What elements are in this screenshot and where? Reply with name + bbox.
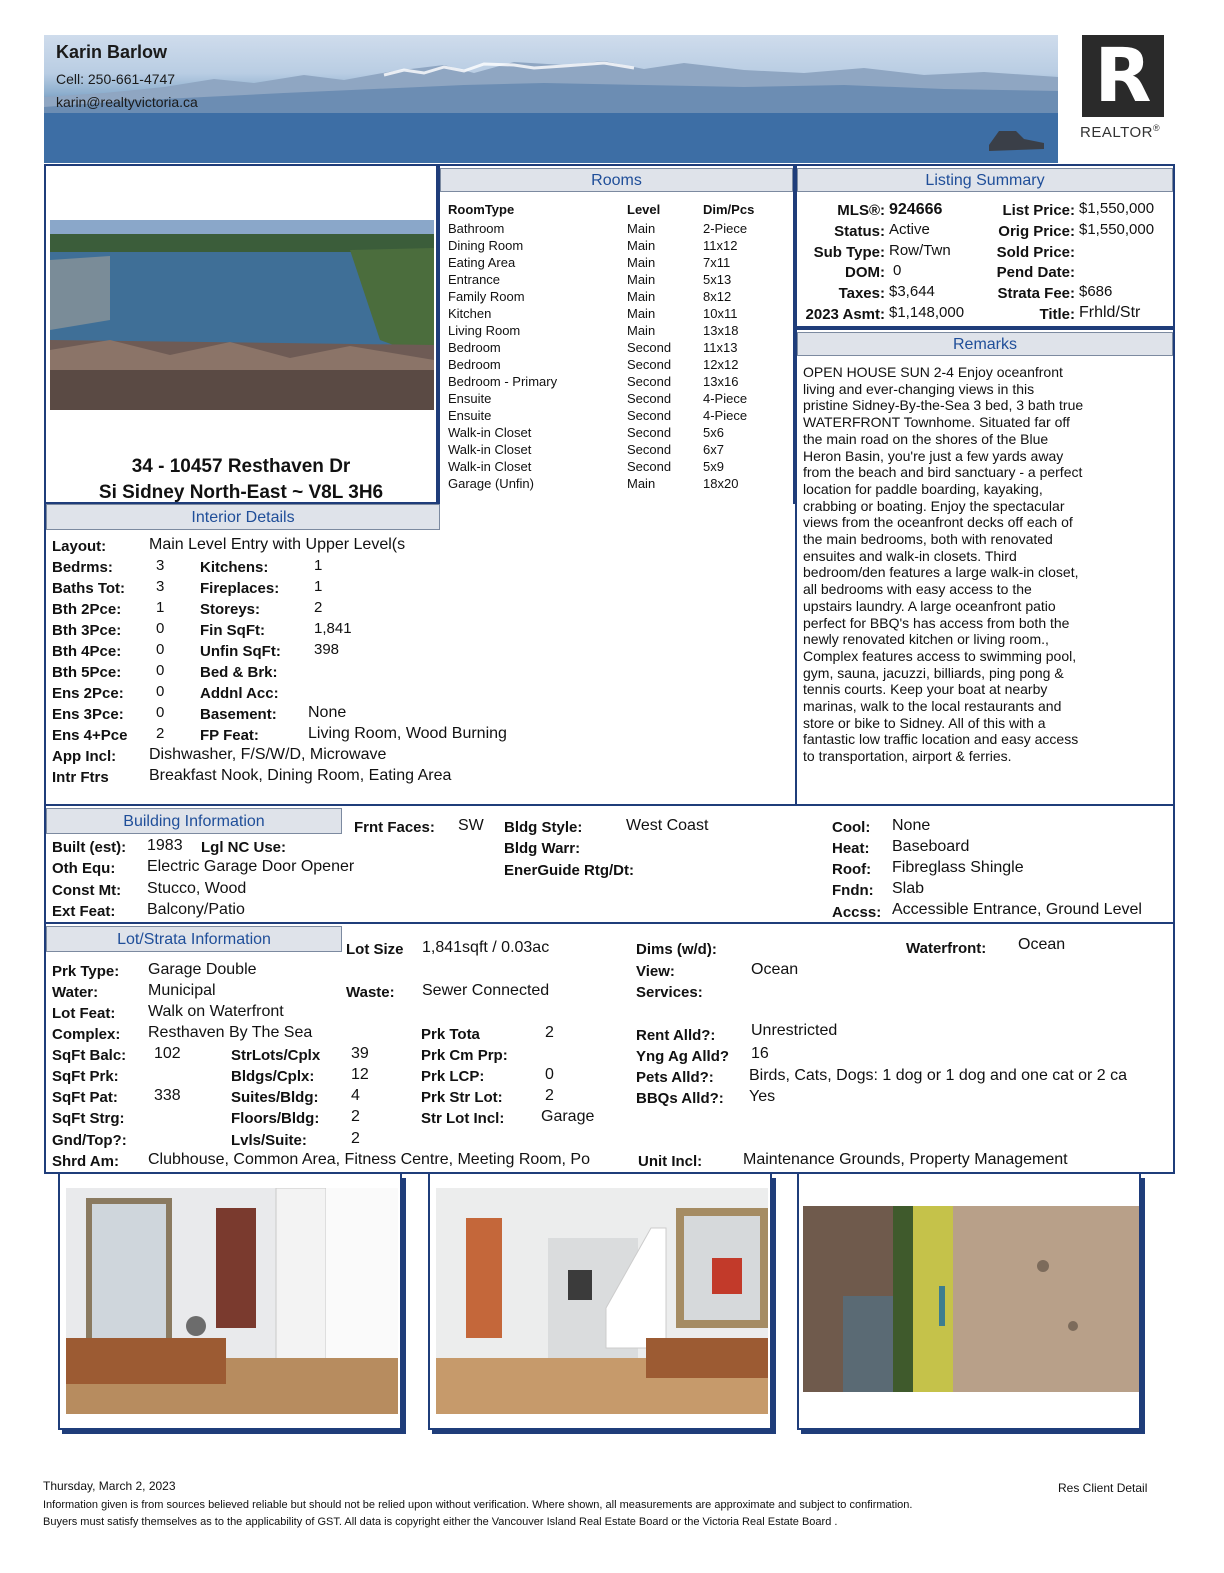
appincl-value: Dishwasher, F/S/W/D, Microwave bbox=[149, 746, 387, 763]
remarks-line: all bedrooms with easy access to the bbox=[803, 581, 1032, 598]
property-address: 34 - 10457 Resthaven Dr bbox=[131, 456, 351, 477]
mls-label: MLS®: bbox=[837, 202, 885, 219]
bbq-value: Yes bbox=[749, 1088, 776, 1105]
lotfeat-value: Walk on Waterfront bbox=[148, 1003, 284, 1020]
room-row bbox=[448, 306, 788, 323]
room-row bbox=[448, 340, 788, 357]
bth4-label: Bth 4Pce: bbox=[52, 643, 122, 660]
room-dim: 6x7 bbox=[703, 442, 724, 457]
yng-label: Yng Ag Alld? bbox=[636, 1048, 730, 1065]
finsqft-value: 1,841 bbox=[314, 620, 352, 637]
water-value: Municipal bbox=[148, 982, 216, 999]
services-label: Services: bbox=[636, 984, 703, 1001]
room-dim: 11x12 bbox=[703, 238, 738, 253]
room-row bbox=[448, 357, 788, 374]
waste-value: Sewer Connected bbox=[422, 982, 550, 999]
unfin-value: 398 bbox=[314, 641, 340, 658]
remarks-line: the main bedrooms, both with renovated bbox=[803, 531, 1053, 548]
fireplaces-value: 1 bbox=[314, 578, 323, 595]
realtor-logo bbox=[1074, 35, 1180, 147]
remarks-line: ensuites and walk-in closets. Third bbox=[803, 547, 1017, 564]
room-row bbox=[448, 459, 788, 476]
room-level: Second bbox=[627, 408, 672, 423]
sqftbalc-value: 102 bbox=[154, 1045, 181, 1062]
aerial-beach-photo bbox=[803, 1206, 1139, 1392]
waste-label: Waste: bbox=[346, 984, 395, 1001]
fndn-value: Slab bbox=[892, 880, 925, 897]
remarks-line: tennis courts. Keep your boat at nearby bbox=[803, 681, 1048, 698]
intr-value: Breakfast Nook, Dining Room, Eating Area bbox=[149, 767, 452, 784]
remarks-line: from the beach and bird sanctuary - a perfect bbox=[803, 464, 1083, 481]
ens4-label: Ens 4+Pce bbox=[52, 727, 128, 744]
room-type: Family Room bbox=[448, 289, 525, 304]
remarks-panel bbox=[795, 328, 1175, 806]
roof-label: Roof: bbox=[832, 861, 872, 878]
room-level: Main bbox=[627, 289, 656, 304]
listing-summary-panel bbox=[795, 164, 1175, 328]
room-dim: 7x11 bbox=[703, 255, 731, 270]
pets-value: Birds, Cats, Dogs: 1 dog or 1 dog and one cat or 2 ca bbox=[749, 1067, 1127, 1084]
sqftprk-label: SqFt Prk: bbox=[52, 1068, 119, 1085]
suites-label: Suites/Bldg: bbox=[231, 1089, 319, 1106]
ens3-label: Ens 3Pce: bbox=[52, 706, 124, 723]
unfin-label: Unfin SqFt: bbox=[200, 643, 281, 660]
room-level: Second bbox=[627, 391, 672, 406]
strlotincl-value: Garage bbox=[541, 1108, 595, 1125]
bbq-label: BBQs Alld?: bbox=[636, 1090, 724, 1107]
prkstr-label: Prk Str Lot: bbox=[421, 1089, 503, 1106]
agent-cell: Cell: 250-661-4747 bbox=[56, 71, 176, 87]
room-level: Second bbox=[627, 340, 672, 355]
bedrms-label: Bedrms: bbox=[52, 559, 113, 576]
status-label: Status: bbox=[834, 223, 885, 240]
subtype-label: Sub Type: bbox=[813, 244, 885, 261]
prklcp-value: 0 bbox=[545, 1066, 554, 1083]
realtor-mark: ® bbox=[1152, 123, 1161, 133]
remarks-line: the main road on the shores of the Blue bbox=[803, 430, 1049, 447]
unitincl-label: Unit Incl: bbox=[638, 1153, 703, 1170]
room-type: Bedroom bbox=[448, 340, 501, 355]
complex-value: Resthaven By The Sea bbox=[148, 1024, 313, 1041]
photo-card-3[interactable] bbox=[797, 1174, 1141, 1430]
fpfeat-value: Living Room, Wood Burning bbox=[308, 725, 507, 742]
ens2-value: 0 bbox=[156, 683, 165, 700]
const-label: Const Mt: bbox=[52, 882, 122, 899]
strata-fee-label: Strata Fee: bbox=[997, 285, 1075, 302]
fireplaces-label: Fireplaces: bbox=[200, 580, 280, 597]
bth2-label: Bth 2Pce: bbox=[52, 601, 122, 618]
aerial-beach-photo-image bbox=[803, 1206, 1139, 1392]
baths-value: 3 bbox=[156, 578, 165, 595]
room-level: Second bbox=[627, 357, 672, 372]
floors-value: 2 bbox=[351, 1108, 360, 1125]
lgl-label: Lgl NC Use: bbox=[201, 839, 287, 856]
shrd-value: Clubhouse, Common Area, Fitness Centre, Meeting Room, Po bbox=[148, 1151, 590, 1168]
const-value: Stucco, Wood bbox=[147, 880, 247, 897]
room-dim: 11x13 bbox=[703, 340, 738, 355]
finsqft-label: Fin SqFt: bbox=[200, 622, 265, 639]
room-dim: 5x13 bbox=[703, 272, 732, 287]
othequ-value: Electric Garage Door Opener bbox=[147, 858, 355, 875]
taxes-label: Taxes: bbox=[838, 285, 885, 302]
intr-label: Intr Ftrs bbox=[52, 769, 109, 786]
remarks-line: Heron Basin, you're just a few yards away bbox=[803, 447, 1064, 464]
header-banner bbox=[44, 35, 1058, 163]
warr-label: Bldg Warr: bbox=[504, 840, 581, 857]
footer-disclaimer-2: Buyers must satisfy themselves as to the applicability of GST. All data is copyright either the Vancouver Island Real Estate Board or the Victoria Real Estate Board . bbox=[43, 1516, 838, 1528]
asmt-value: $1,148,000 bbox=[889, 304, 965, 321]
rooms-header-row bbox=[448, 202, 788, 219]
agent-email[interactable]: karin@realtyvictoria.ca bbox=[56, 94, 198, 110]
room-row bbox=[448, 255, 788, 272]
prklcp-label: Prk LCP: bbox=[421, 1068, 485, 1085]
room-type: Walk-in Closet bbox=[448, 442, 532, 457]
room-dim: 4-Piece bbox=[703, 408, 748, 423]
room-type: Bathroom bbox=[448, 221, 505, 236]
property-area: Si Sidney North-East ~ V8L 3H6 bbox=[98, 482, 384, 503]
prkstr-value: 2 bbox=[545, 1087, 554, 1104]
room-dim: 12x12 bbox=[703, 357, 739, 372]
room-dim: 8x12 bbox=[703, 289, 732, 304]
footer-disclaimer-1: Information given is from sources believed reliable but should not be relied upon without verification. Where shown, all measurements are approximate and subject to confirmation. bbox=[43, 1499, 913, 1511]
remarks-line: marinas, walk to the local restaurants and bbox=[803, 698, 1062, 715]
footer-report-name: Res Client Detail bbox=[1058, 1481, 1148, 1495]
room-type: Garage (Unfin) bbox=[448, 476, 534, 491]
room-type: Ensuite bbox=[448, 391, 492, 406]
remarks-line: perfect for BBQ's has access from both the bbox=[803, 614, 1070, 631]
cool-value: None bbox=[892, 817, 931, 834]
main-property-photo[interactable] bbox=[50, 220, 434, 410]
bth4-value: 0 bbox=[156, 641, 165, 658]
strata-fee-value: $686 bbox=[1079, 283, 1113, 300]
rent-value: Unrestricted bbox=[751, 1022, 838, 1039]
water-label: Water: bbox=[52, 984, 99, 1001]
remarks-line: gym, sauna, jacuzzi, billiards, ping pong & bbox=[803, 664, 1064, 681]
lotsize-label: Lot Size bbox=[346, 941, 404, 958]
view-label: View: bbox=[636, 963, 675, 980]
strlots-value: 39 bbox=[351, 1045, 369, 1062]
room-type: Walk-in Closet bbox=[448, 425, 532, 440]
room-row bbox=[448, 476, 788, 493]
remarks-line: to transportation, airport & ferries. bbox=[803, 748, 1012, 765]
bedbrk-label: Bed & Brk: bbox=[200, 664, 278, 681]
room-type: Bedroom bbox=[448, 357, 501, 372]
col-level: Level bbox=[627, 202, 661, 217]
interior-details-panel bbox=[44, 504, 795, 806]
room-level: Main bbox=[627, 323, 656, 338]
storeys-value: 2 bbox=[314, 599, 323, 616]
listing-summary-heading: Listing Summary bbox=[797, 168, 1173, 192]
title-value: Frhld/Str bbox=[1079, 304, 1141, 321]
orig-price-value: $1,550,000 bbox=[1079, 221, 1155, 238]
room-row bbox=[448, 408, 788, 425]
ens3-value: 0 bbox=[156, 704, 165, 721]
room-row bbox=[448, 289, 788, 306]
mls-value: 924666 bbox=[889, 201, 943, 218]
kitchens-label: Kitchens: bbox=[200, 559, 269, 576]
complex-label: Complex: bbox=[52, 1026, 121, 1043]
subtype-value: Row/Twn bbox=[889, 242, 951, 259]
energ-label: EnerGuide Rtg/Dt: bbox=[504, 862, 634, 879]
remarks-line: Complex features access to swimming pool, bbox=[803, 647, 1077, 664]
entry-photo bbox=[66, 1188, 398, 1414]
bth5-label: Bth 5Pce: bbox=[52, 664, 122, 681]
remarks-line: fantastic low traffic location and easy access bbox=[803, 731, 1079, 748]
shrd-label: Shrd Am: bbox=[52, 1153, 119, 1170]
style-value: West Coast bbox=[626, 817, 709, 834]
cool-label: Cool: bbox=[832, 819, 871, 836]
room-type: Walk-in Closet bbox=[448, 459, 532, 474]
room-level: Second bbox=[627, 374, 672, 389]
room-level: Main bbox=[627, 476, 656, 491]
room-row bbox=[448, 391, 788, 408]
room-level: Main bbox=[627, 238, 656, 253]
remarks-line: OPEN HOUSE SUN 2-4 Enjoy oceanfront bbox=[803, 364, 1063, 380]
rooms-list bbox=[448, 202, 788, 532]
interior-heading: Interior Details bbox=[46, 504, 440, 530]
kitchens-value: 1 bbox=[314, 557, 323, 574]
lvls-value: 2 bbox=[351, 1130, 360, 1147]
room-row bbox=[448, 221, 788, 238]
sqftstrg-label: SqFt Strg: bbox=[52, 1110, 125, 1127]
room-dim: 4-Piece bbox=[703, 391, 748, 406]
hallway-photo bbox=[436, 1188, 768, 1414]
accss-label: Accss: bbox=[832, 904, 882, 921]
bth2-value: 1 bbox=[156, 599, 165, 616]
remarks-line: pristine Sidney-By-the-Sea 3 bed, 3 bath true bbox=[803, 397, 1084, 414]
footer-date: Thursday, March 2, 2023 bbox=[43, 1479, 176, 1493]
bth5-value: 0 bbox=[156, 662, 165, 679]
room-type: Living Room bbox=[448, 323, 521, 338]
photo-card-2[interactable] bbox=[428, 1174, 772, 1430]
prktype-value: Garage Double bbox=[148, 961, 257, 978]
lotsize-value: 1,841sqft / 0.03ac bbox=[422, 939, 550, 956]
room-dim: 2-Piece bbox=[703, 221, 748, 236]
room-dim: 13x18 bbox=[703, 323, 739, 338]
room-type: Bedroom - Primary bbox=[448, 374, 558, 389]
room-dim: 13x16 bbox=[703, 374, 739, 389]
building-info-panel bbox=[44, 806, 1175, 924]
room-level: Main bbox=[627, 255, 656, 270]
dom-value: 0 bbox=[893, 262, 902, 279]
title-label: Title: bbox=[1039, 306, 1075, 323]
view-value: Ocean bbox=[751, 961, 799, 978]
room-dim: 10x11 bbox=[703, 306, 738, 321]
remarks-line: upstairs laundry. A large oceanfront patio bbox=[803, 597, 1056, 614]
lotfeat-label: Lot Feat: bbox=[52, 1005, 116, 1022]
dom-label: DOM: bbox=[845, 264, 885, 281]
frnt-label: Frnt Faces: bbox=[354, 819, 435, 836]
baths-label: Baths Tot: bbox=[52, 580, 126, 597]
building-heading: Building Information bbox=[46, 808, 342, 834]
prktota-label: Prk Tota bbox=[421, 1026, 480, 1043]
room-row bbox=[448, 238, 788, 255]
room-level: Second bbox=[627, 459, 672, 474]
extfeat-value: Balcony/Patio bbox=[147, 901, 245, 918]
remarks-line: crabbing or boating. Enjoy the spectacular bbox=[803, 497, 1065, 514]
lvls-label: Lvls/Suite: bbox=[231, 1132, 307, 1149]
waterfront-value: Ocean bbox=[1018, 936, 1066, 953]
main-photo-panel bbox=[44, 164, 438, 504]
built-value: 1983 bbox=[147, 837, 183, 854]
col-dim: Dim/Pcs bbox=[703, 202, 755, 217]
remarks-line: store or bike to Sidney. All of this with a bbox=[803, 714, 1046, 731]
sold-price-label: Sold Price: bbox=[996, 244, 1075, 261]
ens4-value: 2 bbox=[156, 725, 165, 742]
room-row bbox=[448, 425, 788, 442]
room-dim: 5x6 bbox=[703, 425, 724, 440]
remarks-text bbox=[803, 364, 1169, 765]
remarks-line: WATERFRONT Townhome. Situated far off bbox=[803, 414, 1070, 431]
list-price-label: List Price: bbox=[1002, 202, 1075, 219]
bth3-label: Bth 3Pce: bbox=[52, 622, 122, 639]
room-dim: 18x20 bbox=[703, 476, 739, 491]
floors-label: Floors/Bldg: bbox=[231, 1110, 320, 1127]
prkcm-label: Prk Cm Prp: bbox=[421, 1047, 508, 1064]
taxes-value: $3,644 bbox=[889, 283, 935, 300]
yng-value: 16 bbox=[751, 1045, 769, 1062]
ens2-label: Ens 2Pce: bbox=[52, 685, 124, 702]
waterfront-label: Waterfront: bbox=[906, 940, 987, 957]
layout-label: Layout: bbox=[52, 538, 107, 555]
heat-value: Baseboard bbox=[892, 838, 970, 855]
list-price-value: $1,550,000 bbox=[1079, 200, 1155, 217]
sqftpat-value: 338 bbox=[154, 1087, 181, 1104]
addnl-label: Addnl Acc: bbox=[200, 685, 279, 702]
room-level: Second bbox=[627, 425, 672, 440]
col-roomtype: RoomType bbox=[448, 202, 515, 217]
room-row bbox=[448, 374, 788, 391]
lot-strata-panel bbox=[44, 924, 1175, 1174]
appincl-label: App Incl: bbox=[52, 748, 117, 765]
roof-value: Fibreglass Shingle bbox=[892, 859, 1024, 876]
strlotincl-label: Str Lot Incl: bbox=[421, 1110, 505, 1127]
agent-name: Karin Barlow bbox=[56, 42, 168, 62]
strlots-label: StrLots/Cplx bbox=[231, 1047, 321, 1064]
extfeat-label: Ext Feat: bbox=[52, 903, 116, 920]
photo-card-1[interactable] bbox=[58, 1174, 402, 1430]
suites-value: 4 bbox=[351, 1087, 360, 1104]
room-level: Main bbox=[627, 221, 656, 236]
built-label: Built (est): bbox=[52, 839, 127, 856]
bldgs-label: Bldgs/Cplx: bbox=[231, 1068, 315, 1085]
room-type: Kitchen bbox=[448, 306, 492, 321]
rooms-heading: Rooms bbox=[440, 168, 793, 192]
realtor-text: REALTOR bbox=[1080, 124, 1153, 141]
room-type: Entrance bbox=[448, 272, 501, 287]
layout-value: Main Level Entry with Upper Level(s bbox=[149, 536, 406, 553]
entry-photo-image bbox=[66, 1188, 398, 1414]
basement-value: None bbox=[308, 704, 347, 721]
frnt-value: SW bbox=[458, 817, 484, 834]
hallway-photo-image bbox=[436, 1188, 768, 1414]
remarks-line: living and ever-changing views in this bbox=[803, 380, 1035, 397]
prktype-label: Prk Type: bbox=[52, 963, 120, 980]
room-row bbox=[448, 323, 788, 340]
style-label: Bldg Style: bbox=[504, 819, 583, 836]
room-row bbox=[448, 442, 788, 459]
rent-label: Rent Alld?: bbox=[636, 1027, 716, 1044]
othequ-label: Oth Equ: bbox=[52, 860, 116, 877]
dims-label: Dims (w/d): bbox=[636, 941, 717, 958]
realtor-r-icon: R bbox=[1082, 35, 1164, 117]
bedrms-value: 3 bbox=[156, 557, 165, 574]
asmt-label: 2023 Asmt: bbox=[805, 306, 885, 323]
room-level: Second bbox=[627, 442, 672, 457]
heat-label: Heat: bbox=[832, 840, 870, 857]
fpfeat-label: FP Feat: bbox=[200, 727, 259, 744]
basement-label: Basement: bbox=[200, 706, 277, 723]
accss-value: Accessible Entrance, Ground Level bbox=[892, 901, 1142, 918]
room-type: Ensuite bbox=[448, 408, 492, 423]
room-type: Eating Area bbox=[448, 255, 516, 270]
gnd-label: Gnd/Top?: bbox=[52, 1132, 127, 1149]
sqftbalc-label: SqFt Balc: bbox=[52, 1047, 127, 1064]
prktota-value: 2 bbox=[545, 1024, 554, 1041]
pend-date-label: Pend Date: bbox=[996, 264, 1075, 281]
bth3-value: 0 bbox=[156, 620, 165, 637]
room-dim: 5x9 bbox=[703, 459, 724, 474]
room-level: Main bbox=[627, 306, 656, 321]
bldgs-value: 12 bbox=[351, 1066, 369, 1083]
remarks-line: views from the oceanfront decks off each of bbox=[803, 514, 1073, 531]
storeys-label: Storeys: bbox=[200, 601, 261, 618]
room-level: Main bbox=[627, 272, 656, 287]
remarks-heading: Remarks bbox=[797, 332, 1173, 356]
remarks-line: location for paddle boarding, kayaking, bbox=[803, 480, 1043, 497]
aerial-photo-image bbox=[50, 220, 434, 410]
orig-price-label: Orig Price: bbox=[998, 223, 1075, 240]
fndn-label: Fndn: bbox=[832, 882, 874, 899]
unitincl-value: Maintenance Grounds, Property Management bbox=[743, 1151, 1068, 1168]
sqftpat-label: SqFt Pat: bbox=[52, 1089, 118, 1106]
lot-heading: Lot/Strata Information bbox=[46, 926, 342, 952]
status-value: Active bbox=[889, 221, 930, 238]
remarks-line: bedroom/den features a large walk-in closet, bbox=[803, 564, 1079, 581]
pets-label: Pets Alld?: bbox=[636, 1069, 714, 1086]
room-type: Dining Room bbox=[448, 238, 524, 253]
remarks-line: newly renovated kitchen or living room., bbox=[803, 631, 1049, 648]
room-row bbox=[448, 272, 788, 289]
